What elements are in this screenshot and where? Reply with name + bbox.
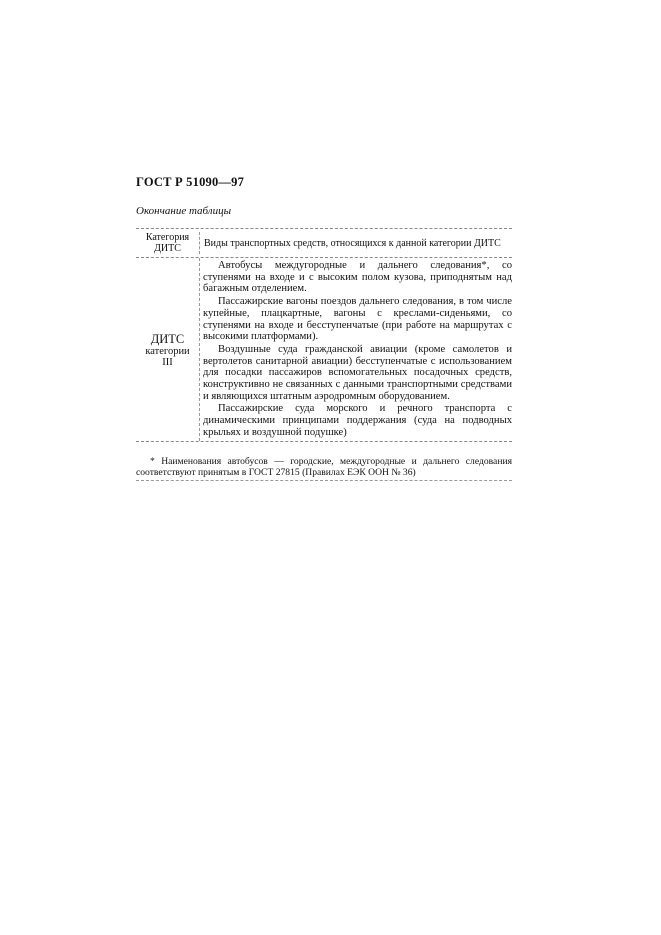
category-column-header — [136, 232, 200, 254]
table-caption: Окончание таблицы — [136, 205, 232, 217]
paragraph-railcars: Пассажирские вагоны поездов дальнего следования, в том числе купейные, плацкартные, вагоны с креслами-сиденьями, со ступенями на входе и бесступенчатые (при работе на маршрутах с высокими платформами). — [203, 296, 512, 343]
category-header-line1: Категория — [145, 232, 190, 243]
footnote — [136, 456, 512, 481]
category-cell — [136, 258, 200, 441]
transport-table — [136, 228, 512, 442]
category-name: ДИТС — [150, 331, 185, 346]
paragraph-ships: Пассажирские суда морского и речного транспорта с динамическими принципами поддержания (суда на подводных крыльях и воздушной подушке) — [203, 403, 512, 438]
types-column-header: Виды транспортных средств, относящихся к данной категории ДИТС — [204, 237, 501, 249]
paragraph-buses: Автобусы междугородные и дальнего следования*, со ступенями на входе и с высоким полом кузова, приподнятым над багажным отделением. — [203, 260, 512, 295]
footnote-text: * Наименования автобусов — городские, междугородные и дальнего следования соответствуют принятым в ГОСТ 27815 (Правилах ЕЭК ООН № 36) — [136, 456, 512, 478]
category-label: категории — [145, 345, 190, 357]
table-row — [136, 258, 512, 441]
paragraph-aircraft: Воздушные суда гражданской авиации (кроме самолетов и вертолетов санитарной авиации) бесступенчатые с использованием для посадки пассажиров вспомогательных посадочных средств, конструктивно не связанных с данными транспортными средствами и являющихся штатным аэродромным оборудованием. — [203, 343, 512, 402]
category-header-line2: ДИТС — [154, 243, 181, 254]
page-header: ГОСТ Р 51090—97 — [136, 175, 245, 189]
table-header-row — [136, 229, 512, 258]
category-level: III — [162, 356, 173, 368]
types-cell — [200, 258, 512, 441]
